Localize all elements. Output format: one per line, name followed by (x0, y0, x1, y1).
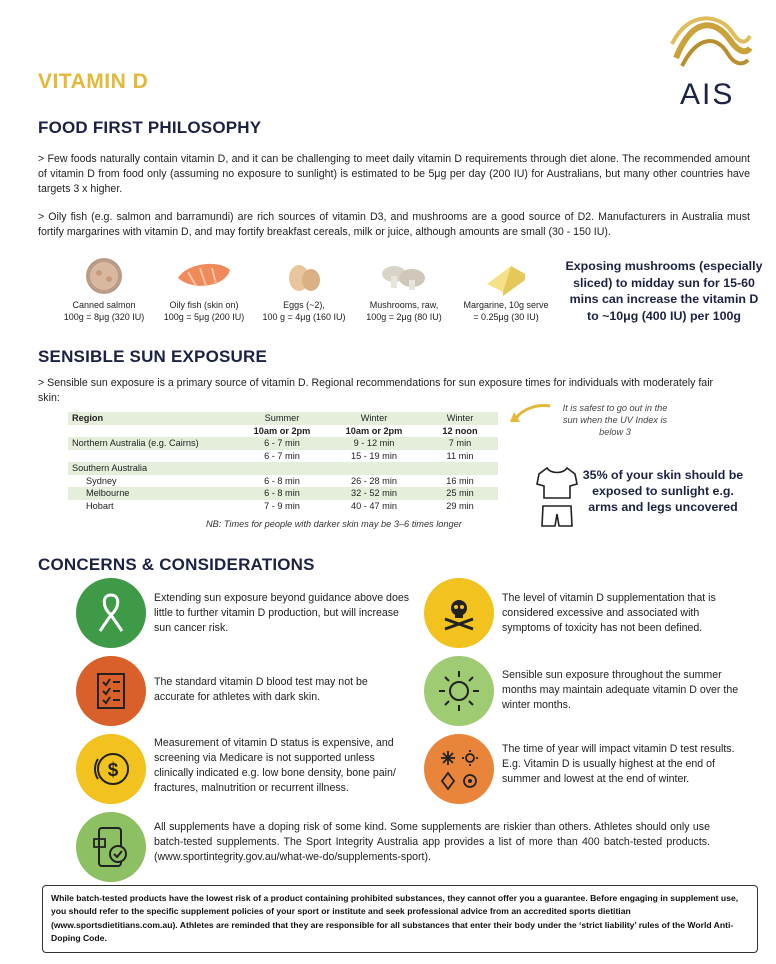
table-header-row (68, 412, 498, 425)
table-cell: 6 - 8 min (238, 487, 326, 500)
table-cell: 11 min (446, 450, 474, 461)
food-amount: 100g = 8μg (320 IU) (63, 312, 145, 322)
table-cell: 6 - 8 min (264, 475, 300, 486)
svg-text:$: $ (107, 760, 119, 781)
concern-icon-circle (424, 656, 494, 726)
food-item-margarine (456, 256, 556, 323)
seasons-icon (437, 747, 481, 791)
column-subheader: 10am or 2pm (253, 425, 311, 436)
table-cell: 7 - 9 min (264, 500, 300, 511)
table-cell (68, 450, 238, 463)
food-name: Oily fish (skin on) (169, 300, 239, 310)
curved-arrow-icon (508, 402, 554, 426)
concern-text: Measurement of vitamin D status is expensive, and screening via Medicare is not supported unless clinically indicated e.g. low bone density, bone pain/ fractures, malnutrition or recurrent illness. (154, 737, 396, 794)
margarine-icon (481, 256, 531, 296)
table-cell: 32 - 52 min (326, 487, 422, 500)
food-first-paragraph-2: > Oily fish (e.g. salmon and barramundi) are rich sources of vitamin D3, and mushrooms are a good source of D2. Manufacturers in Australia must fortify margarines with vitamin D, and may fortify breakfast cereals, milk or juice, although amounts are small (30 - 150 IU). (38, 211, 750, 238)
food-amount: 100g = 2μg (80 IU) (366, 312, 442, 322)
concern-icon-circle (76, 812, 146, 882)
column-subheader: 10am or 2pm (345, 425, 403, 436)
page-title: VITAMIN D (38, 70, 149, 93)
food-name: Eggs (~2), (283, 300, 325, 310)
table-cell: 40 - 47 min (351, 500, 397, 511)
uv-index-note: It is safest to go out in the sun when the UV Index is below 3 (562, 403, 668, 437)
ribbon-icon (94, 591, 128, 635)
table-cell (326, 462, 422, 475)
food-item-oily-fish (156, 256, 252, 323)
table-cell: Northern Australia (e.g. Cairns) (68, 437, 238, 450)
table-cell (238, 462, 326, 475)
food-item-eggs (256, 256, 352, 323)
food-name: Mushrooms, raw, (369, 300, 439, 310)
table-row (68, 487, 498, 500)
table-cell: 7 min (422, 437, 498, 450)
ais-ribbon-icon (668, 14, 752, 76)
table-cell: 9 - 12 min (326, 437, 422, 450)
table-subheader-row (68, 425, 498, 438)
table-cell: Melbourne (68, 487, 238, 500)
skin-exposure-callout: 35% of your skin should be exposed to sunlight e.g. arms and legs uncovered (582, 468, 744, 514)
sun-exposure-heading: SENSIBLE SUN EXPOSURE (38, 347, 268, 366)
food-name: Canned salmon (72, 300, 136, 310)
concern-icon-circle (76, 656, 146, 726)
concern-icon-circle (76, 578, 146, 648)
concern-text: All supplements have a doping risk of some kind. Some supplements are riskier than others. Athletes should only use batch-tested supplements. The Sport Integrity Australia app provides a list of more than 400 batch-tested products. (www.sportintegrity.gov.au/what-we-do/supplements-sport). (154, 821, 710, 863)
disclaimer-box: While batch-tested products have the lowest risk of a product containing prohibited substances, they cannot offer you a guarantee. Before engaging in supplement use, you should refer to the specific supplement policies of your sport or institute and seek professional advice from an accredited sports dietitian (www.sportsdietitians.com.au). Athletes are reminded that they are responsible for all substances that enter their body under the ‘strict liability’ rules of the World Anti-Doping Code. (42, 885, 758, 953)
concern-text: The standard vitamin D blood test may not be accurate for athletes with dark skin. (154, 676, 368, 703)
food-first-paragraph-1: > Few foods naturally contain vitamin D, and it can be challenging to meet daily vitamin D requirements through diet alone. The recommended amount of vitamin D from food only (assuming no exposure to sunlight) is estimated to be 5μg per day (200 IU) for Australians, but many other countries have targets 3 x higher. (38, 153, 750, 195)
table-row (68, 500, 498, 513)
table-cell: 6 - 7 min (264, 450, 300, 461)
sun-exposure-intro: > Sensible sun exposure is a primary source of vitamin D. Regional recommendations for sun exposure times for individuals with moderately fair skin: (38, 377, 714, 404)
salmon-fillet-icon (174, 256, 234, 296)
concern-icon-circle (424, 734, 494, 804)
table-note: NB: Times for people with darker skin may be 3–6 times longer (206, 519, 462, 529)
phone-check-icon (91, 825, 131, 869)
shirt-shorts-icon (535, 466, 579, 528)
table-row (68, 475, 498, 488)
column-subheader (68, 425, 238, 438)
concern-text: Sensible sun exposure throughout the summer months may maintain adequate vitamin D over the winter months. (502, 669, 739, 711)
table-cell: 25 min (422, 487, 498, 500)
concern-text: The time of year will impact vitamin D test results. E.g. Vitamin D is usually highest at the end of summer and lowest at the end of winter. (502, 743, 735, 785)
dollar-coin-icon (89, 747, 133, 791)
column-header: Winter (422, 412, 498, 425)
food-item-mushrooms (356, 256, 452, 323)
concern-icon-circle (424, 578, 494, 648)
table-cell: 15 - 19 min (351, 450, 397, 461)
sun-icon (437, 669, 481, 713)
table-row (68, 462, 498, 475)
skull-crossbones-icon (439, 593, 479, 633)
column-subheader: 12 noon (442, 425, 478, 436)
ais-logo-text: AIS (680, 78, 735, 111)
sun-exposure-table (68, 412, 498, 512)
table-row (68, 437, 498, 450)
test-report-icon (95, 671, 127, 711)
concerns-heading: CONCERNS & CONSIDERATIONS (38, 555, 315, 574)
food-first-heading: FOOD FIRST PHILOSOPHY (38, 118, 262, 137)
eggs-icon (284, 256, 324, 296)
table-cell: 29 min (446, 500, 474, 511)
mushroom-callout: Exposing mushrooms (especially sliced) to midday sun for 15-60 mins can increase the vitamin D to ~10μg (400 IU) per 100g (565, 259, 763, 323)
food-name: Margarine, 10g serve (463, 300, 549, 310)
table-cell: Hobart (86, 500, 114, 511)
ais-logo (668, 14, 752, 112)
canned-salmon-icon (84, 256, 124, 296)
concern-text: The level of vitamin D supplementation that is considered excessive and associated with symptoms of toxicity has not been defined. (502, 592, 716, 634)
table-cell: 6 - 7 min (238, 437, 326, 450)
food-amount: 100 g = 4μg (160 IU) (262, 312, 346, 322)
table-cell: Sydney (86, 475, 117, 486)
table-cell: Southern Australia (68, 462, 238, 475)
concern-text: Extending sun exposure beyond guidance above does little to further vitamin D production, but will increase sun cancer risk. (154, 592, 410, 634)
concern-icon-circle (76, 734, 146, 804)
table-row (68, 450, 498, 463)
food-item-canned-salmon (56, 256, 152, 323)
table-cell (422, 462, 498, 475)
food-amount: 100g = 5μg (200 IU) (163, 312, 245, 322)
food-amount: = 0.25μg (30 IU) (473, 312, 539, 322)
column-header: Region (68, 412, 238, 425)
column-header: Winter (326, 412, 422, 425)
table-cell: 16 min (446, 475, 474, 486)
table-cell: 26 - 28 min (351, 475, 397, 486)
mushrooms-icon (376, 256, 432, 296)
column-header: Summer (238, 412, 326, 425)
